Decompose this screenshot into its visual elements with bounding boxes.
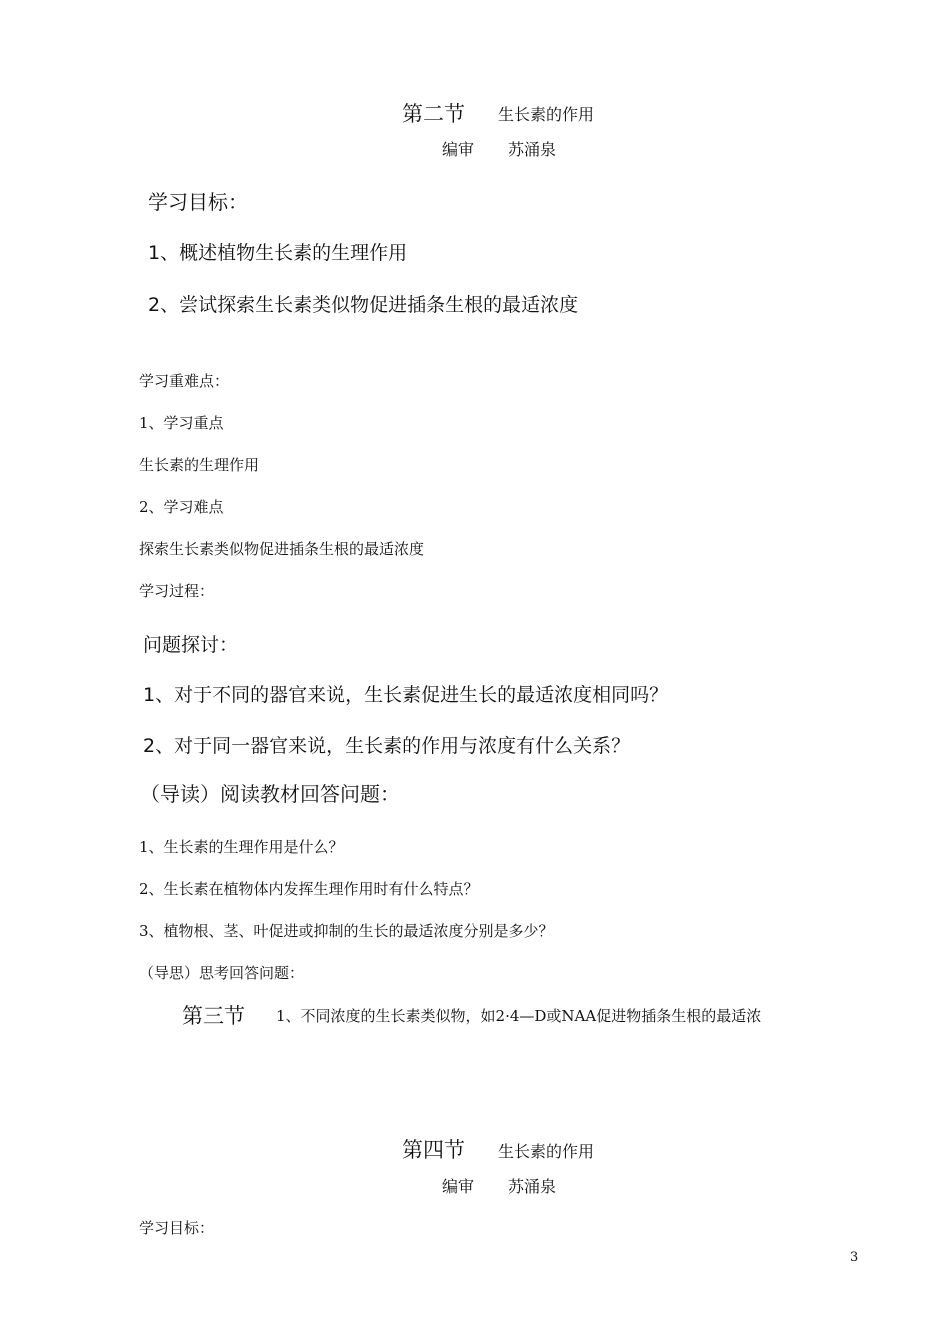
difficulty-text: 探索生长素类似物促进插条生根的最适浓度 [139, 540, 425, 558]
editor-name: 苏涌泉 [508, 140, 557, 159]
process-heading: 学习过程： [139, 582, 215, 600]
reading-item: 3、植物根、茎、叶促进或抑制的生长的最适浓度分别是多少？ [139, 922, 554, 940]
section-title: 生长素的作用 [498, 1142, 595, 1161]
section-number: 第二节 [402, 102, 465, 126]
objective-item: 1、概述植物生长素的生理作用 [148, 242, 408, 264]
discussion-item: 2、对于同一器官来说，生长素的作用与浓度有什么关系？ [143, 735, 631, 757]
key-points-heading: 学习重难点： [139, 372, 230, 390]
discussion-heading: 问题探讨： [143, 634, 239, 656]
discussion-item: 1、对于不同的器官来说，生长素促进生长的最适浓度相同吗？ [143, 684, 669, 706]
section-number: 第四节 [402, 1138, 465, 1162]
section-three-label: 第三节 [182, 1004, 245, 1028]
reading-heading: （导读）阅读教材回答问题： [140, 782, 400, 806]
focus-text: 生长素的生理作用 [139, 456, 260, 474]
editor-label: 编审 [442, 1177, 475, 1196]
objectives-heading: 学习目标： [139, 1219, 215, 1237]
thinking-heading: （导思）思考回答问题： [139, 964, 305, 982]
objectives-heading: 学习目标： [148, 190, 248, 214]
reading-item: 2、生长素在植物体内发挥生理作用时有什么特点？ [139, 880, 479, 898]
editor-label: 编审 [442, 140, 475, 159]
reading-item: 1、生长素的生理作用是什么？ [139, 838, 344, 856]
focus-label: 1、学习重点 [139, 414, 224, 432]
thinking-item: 1、不同浓度的生长素类似物，如2·4—D或NAA促进物插条生根的最适浓 [276, 1007, 762, 1025]
editor-name: 苏涌泉 [508, 1177, 557, 1196]
difficulty-label: 2、学习难点 [139, 498, 224, 516]
page-number: 3 [850, 1250, 859, 1265]
objective-item: 2、尝试探索生长素类似物促进插条生根的最适浓度 [148, 294, 579, 316]
section-title: 生长素的作用 [498, 105, 595, 124]
